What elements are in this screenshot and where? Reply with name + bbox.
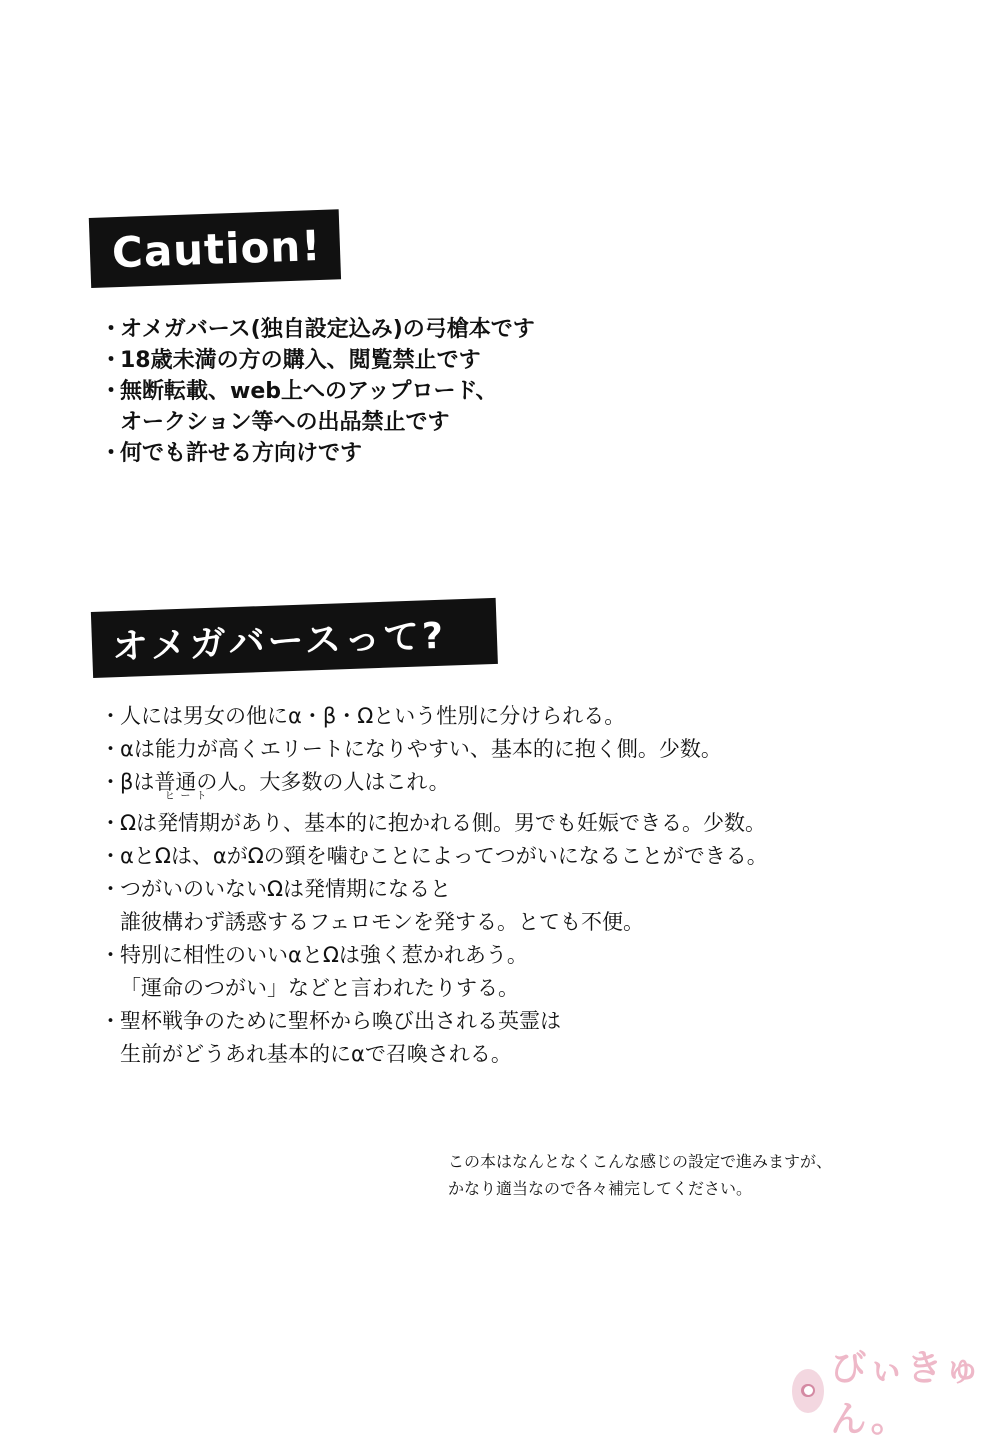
bullet: ・ [100,770,121,794]
omegaverse-item [100,733,768,766]
bullet: ・ [100,704,121,728]
omegaverse-item-line: 誰彼構わず誘惑するフェロモンを発する。とても不便。 [120,910,644,934]
omegaverse-list [100,700,768,1071]
caution-item [100,314,535,345]
caution-item-line: 無断転載、web上へのアップロード、 [120,379,498,404]
omegaverse-item-line: つがいのいないΩは発情期になると [120,877,452,901]
omegaverse-item [100,791,768,840]
omegaverse-item-line: 特別に相性のいいαとΩは強く惹かれあう。 [120,943,528,967]
bullet: ・ [100,737,121,761]
omegaverse-heading-banner [91,598,498,678]
omegaverse-item-line: αは能力が高くエリートになりやすい、基本的に抱く側。少数。 [120,737,722,761]
caution-heading-banner [89,209,341,288]
caution-item-line: オークション等への出品禁止です [120,410,450,435]
omegaverse-item [100,939,768,1005]
caution-item-line: オメガバース(独自設定込み)の弓槍本です [120,317,535,342]
author-note-line: この本はなんとなくこんな感じの設定で進みますが、 [448,1152,833,1171]
watermark [792,1340,1000,1442]
omegaverse-item [100,700,768,733]
bullet: ・ [100,348,123,373]
caution-item-line: 何でも許せる方向けです [120,441,363,466]
author-note-line: かなり適当なので各々補完してください。 [448,1179,753,1198]
omegaverse-item-line: αとΩは、αがΩの頸を噛むことによってつがいになることができる。 [120,844,768,868]
mascot-icon [792,1369,824,1413]
omegaverse-item [100,873,768,939]
caution-list [100,314,535,469]
omegaverse-heading: オメガバースって? [111,615,447,668]
caution-item-line: 18歳未満の方の購入、閲覧禁止です [120,348,481,373]
omegaverse-item-line [120,791,768,840]
bullet: ・ [100,877,121,901]
bullet: ・ [100,317,123,342]
omegaverse-item-line: βは普通の人。大多数の人はこれ。 [120,770,450,794]
omegaverse-item [100,840,768,873]
omegaverse-item-line: 人には男女の他にα・β・Ωという性別に分けられる。 [120,704,626,728]
ruby-post: があり、基本的に抱かれる側。男でも妊娠できる。少数。 [220,811,767,835]
watermark-text: びぃきゅん。 [830,1348,983,1440]
bullet: ・ [100,379,123,404]
ruby-group [157,791,221,840]
caution-item [100,438,535,469]
omegaverse-item-line: 生前がどうあれ基本的にαで召喚される。 [120,1042,512,1066]
caution-heading: Caution! [111,220,323,277]
bullet: ・ [100,1009,121,1033]
omegaverse-item-line: 聖杯戦争のために聖杯から喚び出される英霊は [120,1009,561,1033]
ruby-pre: Ωは [120,811,158,835]
bullet: ・ [100,943,121,967]
ruby-annotation: ヒート [164,791,213,802]
omegaverse-item [100,1005,768,1071]
author-note [448,1148,832,1202]
bullet: ・ [100,441,123,466]
caution-item [100,376,535,438]
caution-item [100,345,535,376]
omegaverse-item-line: 「運命のつがい」などと言われたりする。 [120,976,519,1000]
bullet: ・ [100,844,121,868]
bullet: ・ [100,811,121,835]
ruby-base: 発情期 [157,811,221,835]
